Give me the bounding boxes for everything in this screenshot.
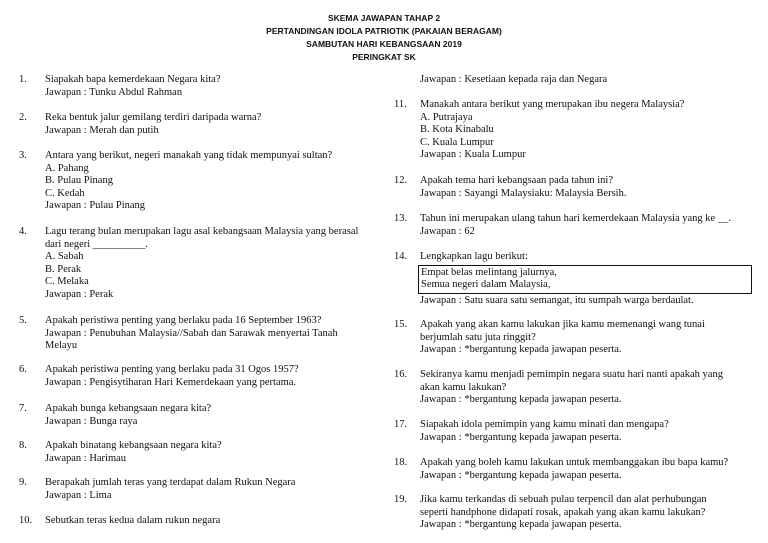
question-text-cont: dari negeri __________.: [45, 238, 148, 250]
question-number: 13.: [394, 213, 408, 224]
option-a: A. Putrajaya: [420, 111, 473, 123]
answer-text: Jawapan : Tunku Abdul Rahman: [45, 86, 183, 98]
question-number: 10.: [19, 515, 33, 526]
answer-text: Jawapan : *bergantung kepada jawapan peserta.: [420, 469, 622, 481]
question-text: Apakah tema hari kebangsaan pada tahun ini?: [420, 175, 614, 186]
question-text: Tahun ini merupakan ulang tahun hari kemerdekaan Malaysia yang ke __.: [420, 213, 731, 224]
question-number: 6.: [19, 364, 27, 375]
lyrics-box: [418, 265, 752, 294]
question-number: 8.: [19, 440, 27, 451]
question-number: 14.: [394, 251, 408, 262]
option-c: C. Kedah: [45, 187, 85, 199]
answer-text: Jawapan : *bergantung kepada jawapan peserta.: [420, 394, 622, 405]
answer-text: Jawapan : Lima: [45, 489, 112, 501]
question-text: Berapakah jumlah teras yang terdapat dalam Rukun Negara: [45, 477, 296, 488]
question-text: Apakah peristiwa penting yang berlaku pada 31 Ogos 1957?: [45, 364, 299, 375]
answer-text: Jawapan : Pulau Pinang: [45, 200, 146, 211]
answer-text: Jawapan : *bergantung kepada jawapan peserta.: [420, 519, 622, 530]
question-text: Sebutkan teras kedua dalam rukun negara: [45, 515, 221, 526]
answer-text: Jawapan : Penubuhan Malaysia//Sabah dan Sarawak menyertai Tanah: [45, 327, 338, 339]
option-c: C. Melaka: [45, 276, 89, 287]
option-c: C. Kuala Lumpur: [420, 136, 494, 148]
question-text-cont: akan kamu lakukan?: [420, 381, 507, 393]
header-title: SKEMA JAWAPAN TAHAP 2: [327, 13, 441, 23]
answer-text: Jawapan : Merah dan putih: [45, 124, 159, 136]
question-number: 11.: [394, 99, 407, 110]
question-number: 1.: [19, 74, 27, 85]
option-b: B. Pulau Pinang: [45, 175, 113, 186]
option-b: B. Kota Kinabalu: [420, 124, 494, 135]
question-number: 19.: [394, 494, 408, 505]
answer-text: Jawapan : Sayangi Malaysiaku: Malaysia Bersih.: [420, 187, 627, 199]
answer-text-cont: Melayu: [45, 340, 78, 351]
question-text: Siapakah bapa kemerdekaan Negara kita?: [45, 74, 221, 85]
question-text: Apakah peristiwa penting yang berlaku pada 16 September 1963?: [45, 315, 322, 326]
question-text: Reka bentuk jalur gemilang terdiri daripada warna?: [45, 112, 262, 123]
question-text: Apakah binatang kebangsaan negara kita?: [45, 440, 222, 451]
answer-text: Jawapan : 62: [420, 225, 475, 237]
question-number: 3.: [19, 150, 27, 161]
question-number: 17.: [394, 419, 408, 430]
question-number: 18.: [394, 457, 408, 468]
question-number: 4.: [19, 226, 27, 237]
question-text: Apakah yang akan kamu lakukan jika kamu memenangi wang tunai: [420, 319, 705, 330]
question-text: Sekiranya kamu menjadi pemimpin negara suatu hari nanti apakah yang: [420, 369, 723, 380]
answer-text: Jawapan : Kesetiaan kepada raja dan Negara: [420, 74, 608, 85]
header-competition: PERTANDINGAN IDOLA PATRIOTIK (PAKAIAN BERAGAM): [266, 26, 502, 36]
header-event: SAMBUTAN HARI KEBANGSAAN 2019: [306, 39, 462, 49]
question-text: Lagu terang bulan merupakan lagu asal kebangsaan Malaysia yang berasal: [45, 226, 359, 237]
question-number: 7.: [19, 403, 27, 414]
question-text: Antara yang berikut, negeri manakah yang tidak mempunyai sultan?: [45, 150, 333, 161]
lyrics-line: Empat belas melintang jalurnya,: [421, 266, 557, 278]
question-number: 12.: [394, 175, 408, 186]
question-number: 16.: [394, 369, 408, 380]
document-header: [0, 12, 768, 64]
question-text-cont: seperti handphone didapati rosak, apakah yang akan kamu lakukan?: [420, 506, 706, 518]
question-text: Apakah bunga kebangsaan negara kita?: [45, 403, 212, 414]
question-number: 5.: [19, 315, 27, 326]
option-a: A. Sabah: [45, 251, 84, 262]
question-number: 15.: [394, 319, 408, 330]
answer-text: Jawapan : Harimau: [45, 452, 127, 464]
question-number: 9.: [19, 477, 27, 488]
answer-text: Jawapan : Pengisytiharan Hari Kemerdekaan yang pertama.: [45, 376, 297, 388]
question-text: Manakah antara berikut yang merupakan ibu negera Malaysia?: [420, 99, 685, 110]
answer-text: Jawapan : Bunga raya: [45, 415, 138, 427]
question-text: Apakah yang boleh kamu lakukan untuk membanggakan ibu bapa kamu?: [420, 457, 729, 468]
question-text: Jika kamu terkandas di sebuah pulau terpencil dan alat perhubungan: [420, 494, 707, 505]
option-b: B. Perak: [45, 263, 82, 275]
question-text: Lengkapkan lagu berikut:: [420, 251, 528, 262]
question-text: Siapakah idola pemimpin yang kamu minati dan mengapa?: [420, 419, 669, 430]
question-number: 2.: [19, 112, 27, 123]
question-text-cont: berjumlah satu juta ringgit?: [420, 331, 536, 343]
option-a: A. Pahang: [45, 162, 89, 174]
answer-text: Jawapan : *bergantung kepada jawapan peserta.: [420, 431, 622, 443]
answer-text: Jawapan : *bergantung kepada jawapan peserta.: [420, 344, 622, 355]
answer-text: Jawapan : Satu suara satu semangat, itu sumpah warga berdaulat.: [420, 294, 694, 306]
lyrics-line: Semua negeri dalam Malaysia,: [421, 279, 551, 290]
answer-text: Jawapan : Perak: [45, 288, 114, 300]
answer-text: Jawapan : Kuala Lumpur: [420, 149, 526, 160]
header-level: PERINGKAT SK: [352, 52, 416, 62]
